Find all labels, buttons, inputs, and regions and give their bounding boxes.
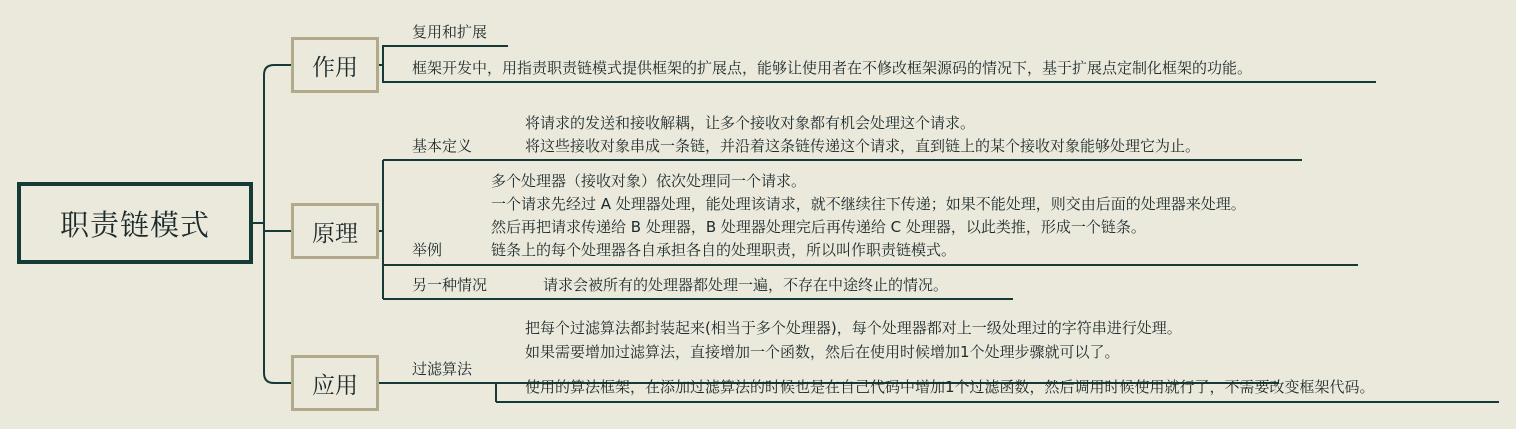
node-other-case[interactable]: 另一种情况 [412, 276, 488, 294]
branch-application[interactable]: 应用 [291, 355, 379, 411]
node-reuse-extend[interactable]: 复用和扩展 [412, 23, 488, 41]
definition-line-2: 将这些接收对象串成一条链，并沿着这条链传递这个请求，直到链上的某个接收对象能够处理它为止。 [525, 137, 1201, 155]
root-node[interactable]: 职责链模式 [17, 182, 253, 264]
filter-line-2: 如果需要增加过滤算法，直接增加一个函数，然后在使用时候增加1个处理步骤就可以了。 [525, 343, 1120, 361]
node-filter-algorithm[interactable]: 过滤算法 [412, 360, 473, 378]
definition-line-1: 将请求的发送和接收解耦，让多个接收对象都有机会处理这个请求。 [525, 114, 976, 132]
node-definition[interactable]: 基本定义 [412, 137, 473, 155]
branch-principle[interactable]: 原理 [291, 203, 379, 259]
framework-detail: 使用的算法框架，在添加过滤算法的时候也是在自己代码中增加1个过滤函数，然后调用时候使用就行了，不需要改变框架代码。 [525, 378, 1375, 396]
example-line-4: 链条上的每个处理器各自承担各自的处理职责，所以叫作职责链模式。 [491, 241, 957, 259]
node-example[interactable]: 举例 [412, 241, 443, 259]
node-reuse-detail: 框架开发中，用指责职责链模式提供框架的扩展点，能够让使用者在不修改框架源码的情况下，基于扩展点定制化框架的功能。 [412, 59, 1253, 77]
example-line-1: 多个处理器（接收对象）依次处理同一个请求。 [491, 172, 807, 190]
example-line-2: 一个请求先经过 A 处理器处理，能处理该请求，就不继续往下传递；如果不能处理，则交由后面的处理器来处理。 [491, 195, 1246, 213]
other-case-detail: 请求会被所有的处理器都处理一遍，不存在中途终止的情况。 [543, 276, 949, 294]
example-line-3: 然后再把请求传递给 B 处理器，B 处理器处理完后再传递给 C 处理器，以此类推，形成一个链条。 [491, 218, 1146, 236]
branch-purpose[interactable]: 作用 [291, 37, 379, 93]
filter-line-1: 把每个过滤算法都封装起来(相当于多个处理器)，每个处理器都对上一级处理过的字符串进行处理。 [525, 319, 1182, 337]
